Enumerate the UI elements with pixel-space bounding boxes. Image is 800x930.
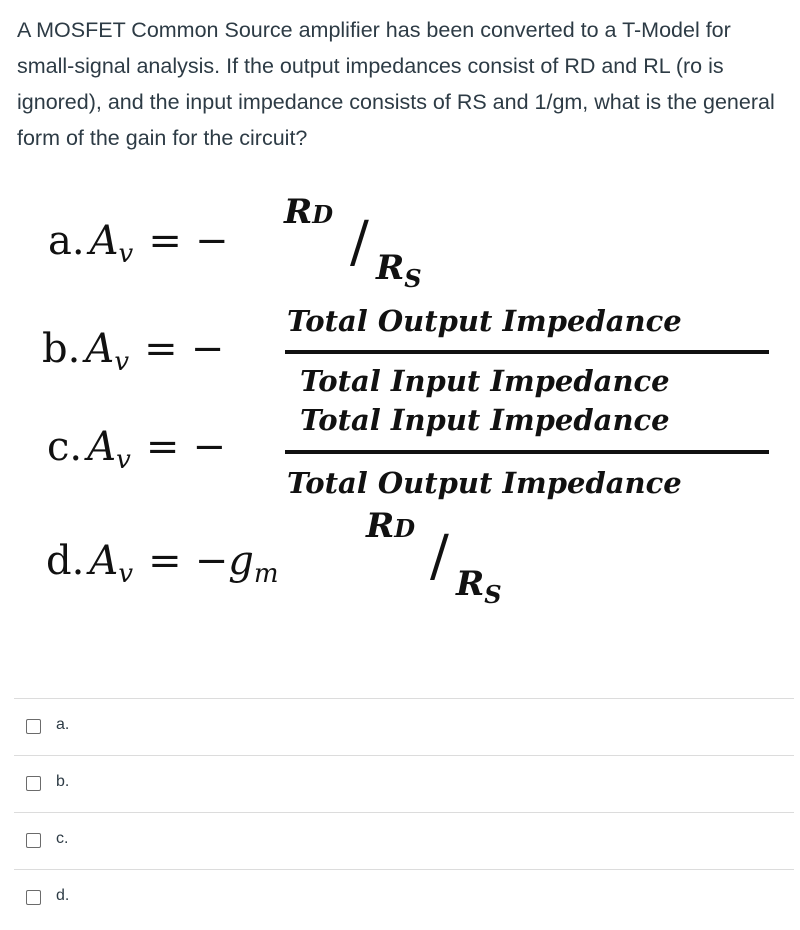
equation-d-gm-sub: m: [253, 559, 279, 589]
answer-label-d: d.: [56, 887, 70, 904]
equation-b-denominator: Total Input Impedance: [300, 364, 670, 398]
equation-c-numerator: Total Input Impedance: [300, 403, 670, 437]
equation-a-equals: =: [148, 218, 182, 264]
equation-a-ratio: [284, 192, 333, 232]
equation-b-lhs-sub: v: [114, 347, 130, 377]
equation-d-num-sub: D: [394, 514, 416, 543]
equation-a-lhs-sub: v: [118, 239, 134, 269]
equation-d-gm: g: [228, 538, 254, 584]
equation-d-den-sub: S: [484, 580, 502, 609]
equation-b-equals: =: [144, 326, 178, 372]
checkbox-d[interactable]: [26, 890, 41, 905]
equation-c-minus: −: [192, 424, 227, 470]
equation-c: [47, 424, 227, 475]
equation-b-fraction-bar: [285, 350, 769, 354]
equation-b-label: b.: [42, 326, 81, 372]
equation-c-label: c.: [47, 424, 83, 470]
checkbox-b[interactable]: [26, 776, 41, 791]
equation-a-num: R: [284, 192, 313, 232]
answer-label-c: c.: [56, 830, 69, 847]
answer-list: [14, 698, 794, 926]
equation-d: [46, 538, 279, 589]
equation-d-lhs-sub: v: [118, 559, 134, 589]
equation-b-numerator: Total Output Impedance: [287, 304, 682, 338]
answer-label-a: a.: [56, 716, 70, 733]
equation-b-lhs: A: [85, 326, 115, 372]
equation-a-lhs: A: [89, 218, 119, 264]
equation-d-num: R: [366, 506, 395, 546]
equation-a-den-sub: S: [404, 264, 422, 293]
equation-c-equals: =: [145, 424, 180, 470]
equation-d-lhs: A: [89, 538, 119, 584]
answer-label-b: b.: [56, 773, 70, 790]
equation-d-minus: −: [194, 538, 229, 584]
equation-a-minus: −: [194, 218, 229, 264]
equation-d-equals: =: [148, 538, 182, 584]
equation-c-lhs: A: [87, 424, 117, 470]
equation-d-slash: /: [430, 524, 449, 589]
question-text: A MOSFET Common Source amplifier has been converted to a T-Model for small-signal analysis. If the output impedances consist of RD and RL (ro is ignored), and the input impedance consists of RS and 1/gm, what is the general form of the gain for the circuit?: [17, 18, 775, 150]
equation-a-den: R: [376, 248, 405, 288]
equation-c-lhs-sub: v: [116, 445, 131, 475]
equation-d-ratio: [366, 506, 415, 546]
equation-a: [48, 218, 229, 269]
equation-a-slash: /: [350, 210, 369, 275]
equation-d-den: R: [456, 564, 485, 604]
equation-a-num-sub: D: [312, 200, 334, 229]
equation-a-den-wrap: [376, 248, 422, 293]
equation-a-label: a.: [48, 218, 85, 264]
equation-b: [42, 326, 225, 377]
equation-d-label: d.: [46, 538, 85, 584]
answer-option-d[interactable]: [14, 869, 794, 926]
checkbox-c[interactable]: [26, 833, 41, 848]
equation-c-fraction-bar: [285, 450, 769, 454]
equation-c-denominator: Total Output Impedance: [287, 466, 682, 500]
answer-option-a[interactable]: [14, 698, 794, 755]
equation-b-minus: −: [190, 326, 225, 372]
answer-option-c[interactable]: [14, 812, 794, 869]
equation-d-den-wrap: [456, 564, 502, 609]
checkbox-a[interactable]: [26, 719, 41, 734]
answer-option-b[interactable]: [14, 755, 794, 812]
